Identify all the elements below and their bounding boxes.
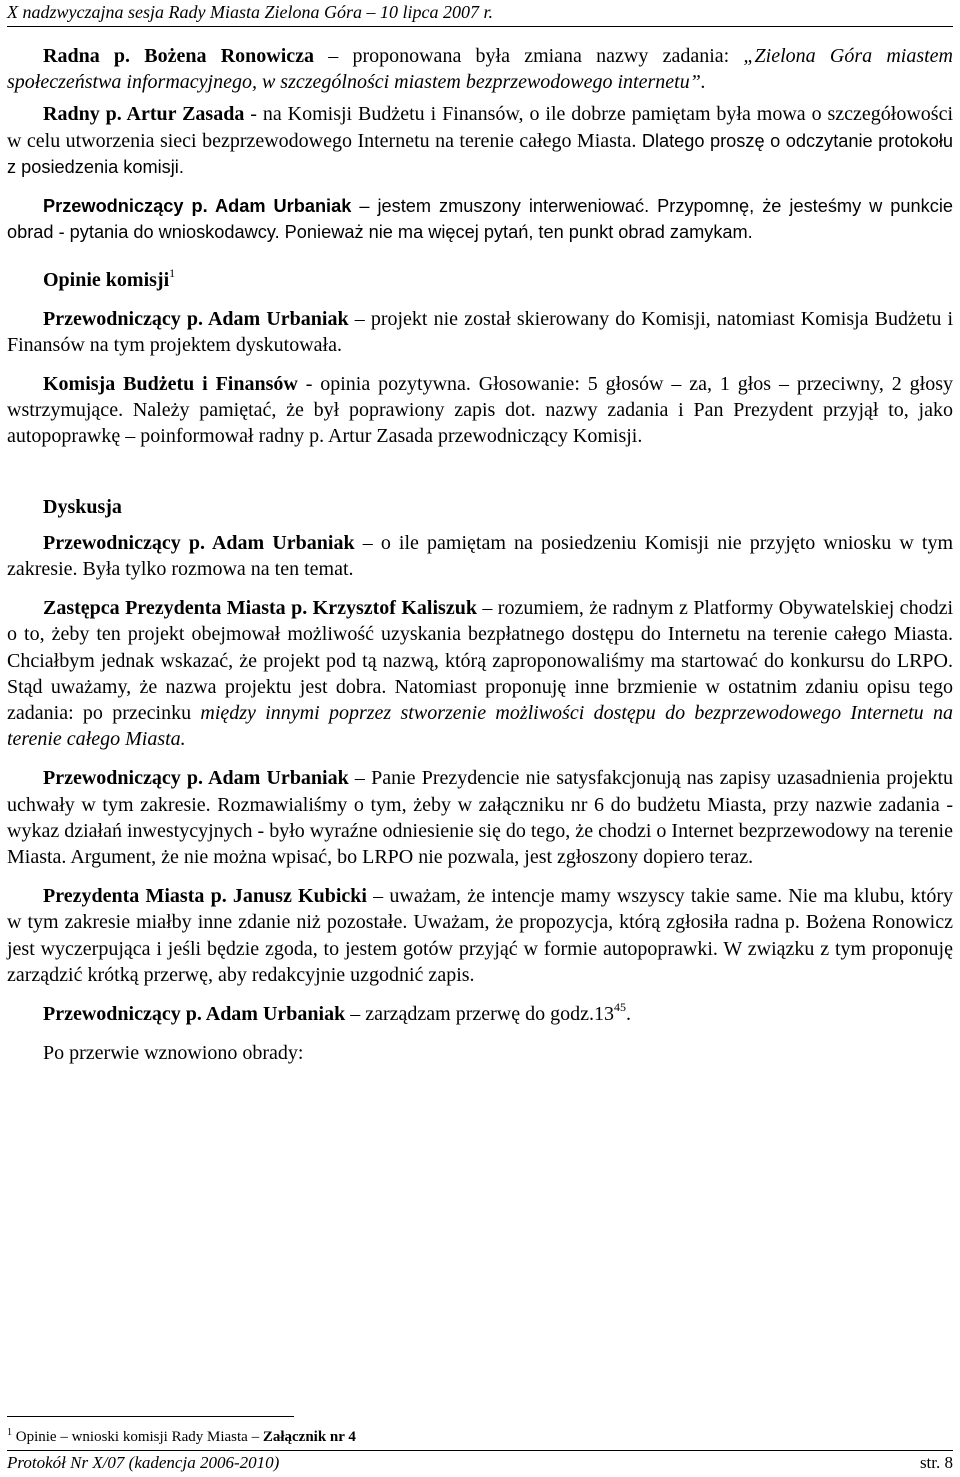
paragraph-urbaniak-4: Przewodniczący p. Adam Urbaniak – Panie Prezydencie nie satysfakcjonują nas zapisy uzasadnienia projektu uchwały w tym zakresie. Rozmawialiśmy o tym, żeby w załączniku nr 6 do budżetu Miasta, przy nazwie zadania - wykaz działań inwestycyjnych - było wyraźne odniesienie się do tego, że chodzi o Internet bezprzewodowy na terenie Miasta. Argument, że nie można wpisać, bo LRPO nie pozwala, jest zgłoszony dopiero teraz.: [7, 767, 954, 869]
quoted-task-name: „Zielona Góra miastem społeczeństwa informacyjnego, w szczególności miastem bezprzewodowego internetu”.: [7, 45, 953, 94]
paragraph-kubicki: Prezydenta Miasta p. Janusz Kubicki – uważam, że intencje mamy wszyscy takie same. Nie ma klubu, który w tym zakresie miałby inne zdanie niż pozostałe. Uważam, że propozycja, którą zgłosiła radna p. Bożena Ronowicz jest wyczerpująca i jeśli będzie zgoda, to jestem gotów przyjąć w formie autopoprawki. W związku z tym proponuję zarządzić krótką przerwę, aby redakcyjnie uzgodnić zapis.: [7, 885, 954, 986]
proposed-wording: między innymi poprzez stworzenie możliwości dostępu do bezprzewodowego Internetu na terenie całego Miasta.: [7, 702, 953, 751]
footnote-mark: 1: [7, 1427, 12, 1438]
footer-protocol: Protokół Nr X/07 (kadencja 2006-2010): [7, 1453, 280, 1472]
speaker-name: Przewodniczący p. Adam Urbaniak: [43, 531, 355, 554]
section-heading-dyskusja: Dyskusja: [43, 495, 122, 518]
footnote: $^1$ Opinie – wnioski komisji Rady Miasta – Załącznik nr 4: [7, 1427, 356, 1445]
document-body: [7, 43, 953, 1080]
paragraph-resumed: Po przerwie wznowiono obrady:: [43, 1042, 304, 1065]
footnote-separator: [7, 1416, 294, 1417]
footnote-attachment: Załącznik nr 4: [262, 1429, 356, 1445]
header-title: X nadzwyczajna sesja Rady Miasta Zielona Góra – 10 lipca 2007 r.: [7, 2, 493, 22]
paragraph-komisja: Komisja Budżetu i Finansów - opinia pozytywna. Głosowanie: 5 głosów – za, 1 głos – przeciwny, 2 głosy wstrzymujące. Należy pamiętać, że był poprawiony zapis dot. nazwy zadania i Pan Prezydent przyjął to, jako autopoprawkę – poinformował radny p. Artur Zasada przewodniczący Komisji.: [7, 373, 953, 448]
speaker-name: Zastępca Prezydenta Miasta p. Krzysztof Kaliszuk: [43, 597, 477, 620]
paragraph-urbaniak-1: Przewodniczący p. Adam Urbaniak – jestem zmuszony interweniować. Przypomnę, że jesteśmy w punkcie obrad - pytania do wnioskodawcy. Ponieważ nie ma więcej pytań, ten punkt obrad zamykam.: [7, 196, 953, 243]
speaker-name: Przewodniczący p. Adam Urbaniak: [43, 1003, 346, 1026]
speaker-name: Przewodniczący p. Adam Urbaniak: [43, 307, 349, 330]
paragraph-urbaniak-3: Przewodniczący p. Adam Urbaniak – o ile pamiętam na posiedzeniu Komisji nie przyjęto wniosku w tym zakresie. Była tylko rozmowa na ten temat.: [7, 531, 953, 581]
paragraph-urbaniak-2: Przewodniczący p. Adam Urbaniak – projekt nie został skierowany do Komisji, natomiast Komisja Budżetu i Finansów na tym projektem dyskutowała.: [7, 307, 953, 356]
page-footer: [7, 1450, 953, 1473]
speaker-name: Przewodniczący p. Adam Urbaniak: [43, 767, 349, 790]
speaker-name: Prezydenta Miasta p. Janusz Kubicki: [43, 885, 367, 908]
time-minutes: 45: [613, 1000, 626, 1015]
paragraph-zasada: Radny p. Artur Zasada - na Komisji Budżetu i Finansów, o ile dobrze pamiętam była mowa o szczegółowości w celu utworzenia sieci bezprzewodowego Internetu na terenie całego Miasta. Dlatego proszę o odczytanie protokołu z posiedzenia komisji.: [7, 103, 953, 177]
page-number: str. 8: [919, 1453, 953, 1472]
paragraph-kaliszuk: Zastępca Prezydenta Miasta p. Krzysztof Kaliszuk – rozumiem, że radnym z Platformy Obywatelskiej chodzi o to, żeby ten projekt obejmował możliwość uzyskania bezpłatnego dostępu do Internetu na terenie całego Miasta. Chciałbym jednak wskazać, że projekt pod tą nazwą, którą zaproponowaliśmy ma startować do konkursu do LRPO. Stąd uważamy, że nazwa projektu jest dobra. Natomiast proponuję inne brzmienie w ostatnim zdaniu opisu tego zadania: po przecinku między innymi poprzez stworzenie możliwości dostępu do bezprzewodowego Internetu na terenie całego Miasta.: [7, 597, 953, 751]
paragraph-urbaniak-5: Przewodniczący p. Adam Urbaniak – zarządzam przerwę do $godz.13^{45}$.: [43, 1000, 631, 1026]
speaker-name: Radna p. Bożena Ronowicza: [43, 45, 315, 67]
footnote-ref: 1: [169, 266, 176, 281]
page-header: [7, 0, 953, 27]
paragraph-ronowicz: Radna p. Bożena Ronowicza – proponowana była zmiana nazwy zadania: „Zielona Góra miastem społeczeństwa informacyjnego, w szczególności miastem bezprzewodowego internetu”.: [7, 45, 953, 94]
speaker-name: Przewodniczący p. Adam Urbaniak: [43, 196, 352, 217]
speaker-name: Radny p. Artur Zasada: [43, 103, 245, 126]
section-heading-opinie: Opinie komisji$^1$: [43, 266, 176, 292]
speaker-name: Komisja Budżetu i Finansów: [43, 373, 298, 396]
